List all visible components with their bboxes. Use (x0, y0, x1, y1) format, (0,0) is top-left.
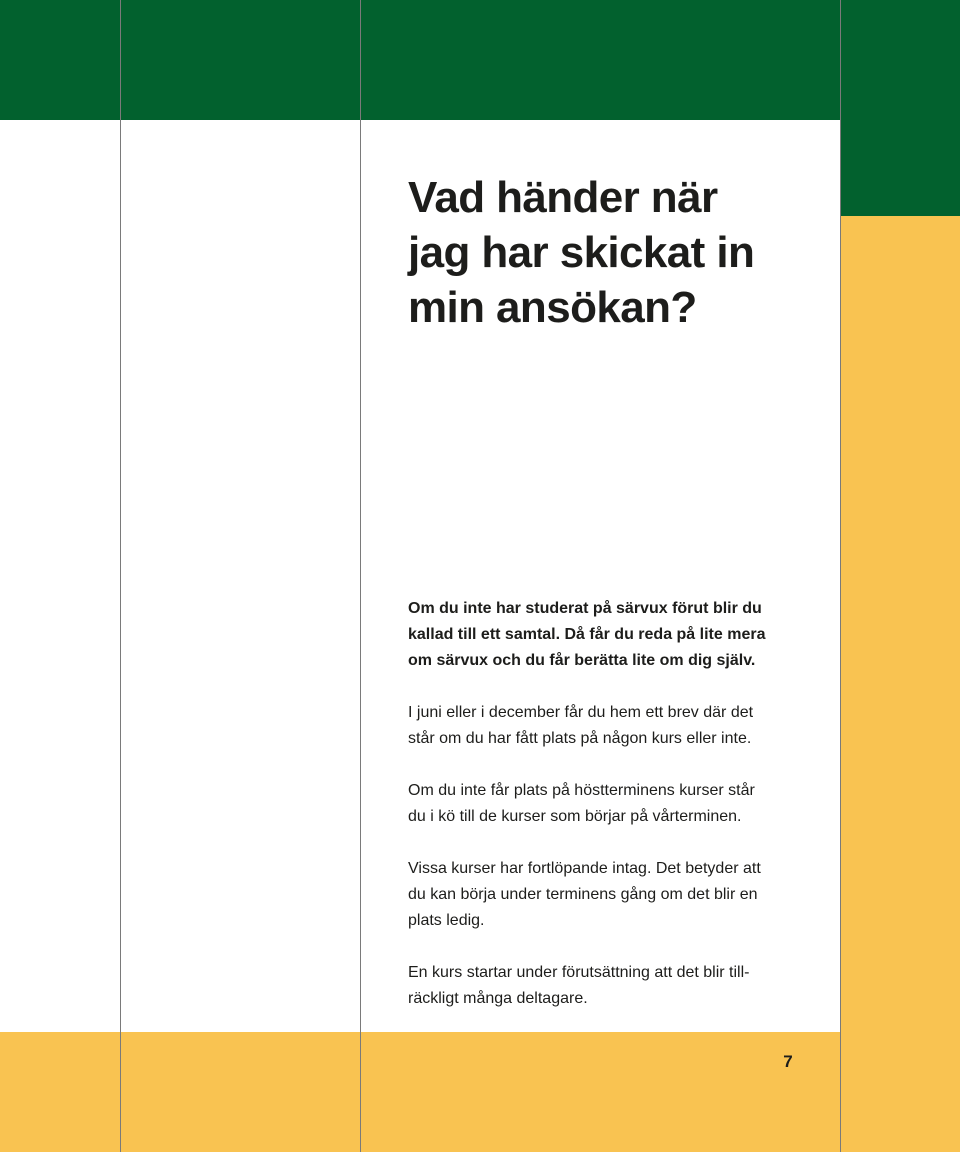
text-line: kallad till ett samtal. Då får du reda på lite mera (408, 626, 766, 643)
title-line: jag har skickat in (408, 228, 755, 277)
text-line: du kan börja under terminens gång om det blir en (408, 886, 758, 903)
column-guide-line (840, 0, 841, 1152)
text-line: I juni eller i december får du hem ett brev där det (408, 704, 754, 721)
body-text (408, 596, 828, 1038)
text-line: En kurs startar under förutsättning att det blir till- (408, 964, 750, 981)
page-title (408, 170, 828, 335)
title-line: Vad händer när (408, 173, 718, 222)
bottom-yellow-band (0, 1032, 960, 1152)
text-line: räckligt många deltagare. (408, 990, 588, 1007)
column-guide-line (120, 0, 121, 1152)
text-line: om särvux och du får berätta lite om dig själv. (408, 652, 756, 669)
top-green-band (0, 0, 960, 120)
page-number: 7 (783, 1052, 793, 1071)
text-line: Vissa kurser har fortlöpande intag. Det betyder att (408, 860, 761, 877)
queue-paragraph (408, 778, 828, 830)
column-guide-line (360, 0, 361, 1152)
intro-paragraph (408, 596, 828, 674)
continuous-intake-paragraph (408, 856, 828, 934)
text-line: du i kö till de kurser som börjar på vårterminen. (408, 808, 742, 825)
text-line: Om du inte har studerat på särvux förut blir du (408, 600, 762, 617)
minimum-participants-paragraph (408, 960, 828, 1012)
right-green-block (840, 0, 960, 216)
text-line: står om du har fått plats på någon kurs eller inte. (408, 730, 752, 747)
right-yellow-column (840, 216, 960, 1152)
text-line: plats ledig. (408, 912, 485, 929)
text-line: Om du inte får plats på höstterminens kurser står (408, 782, 755, 799)
title-line: min ansökan? (408, 283, 697, 332)
letter-paragraph (408, 700, 828, 752)
